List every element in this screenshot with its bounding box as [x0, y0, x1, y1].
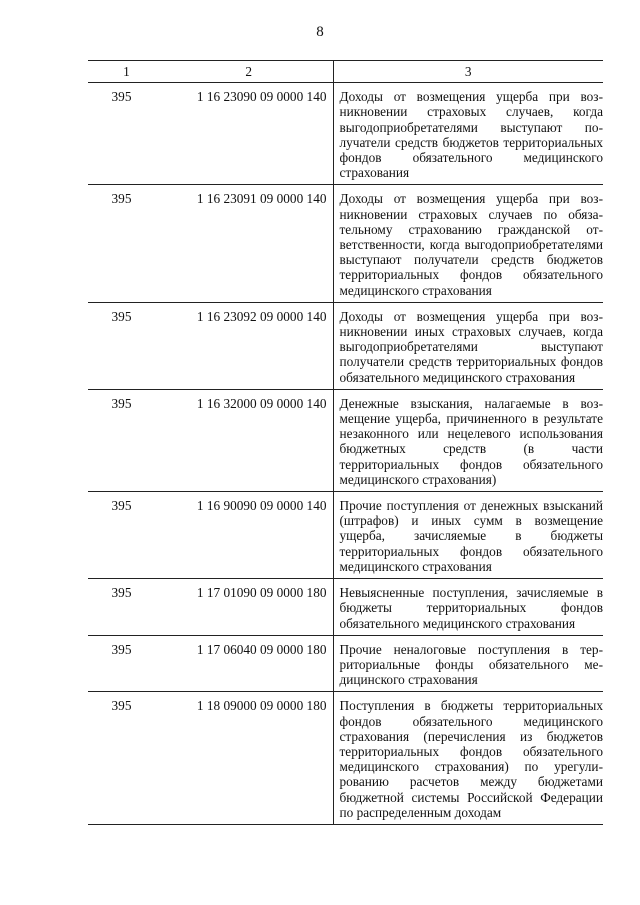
budget-code-cell: 1 18 09000 09 0000 180: [165, 692, 333, 825]
admin-code-cell: 395: [88, 302, 165, 389]
budget-code-cell: 1 16 23092 09 0000 140: [165, 302, 333, 389]
admin-code-cell: 395: [88, 492, 165, 579]
table-header-row: [88, 61, 603, 83]
table-row: [88, 492, 603, 579]
admin-code-cell: 395: [88, 83, 165, 185]
description-cell: Доходы от возмещения ущерба при возникновении страховых случаев, когда выгодоприобретателями выступают получатели средств бюджетов территориальных фондов обязательного медицинского страхования: [333, 83, 603, 185]
budget-code-cell: 1 16 32000 09 0000 140: [165, 389, 333, 491]
admin-code-cell: 395: [88, 389, 165, 491]
column-header-admin: 1: [88, 61, 165, 83]
description-cell: Прочие неналоговые поступления в территориальные фонды обязательного медицинского страхования: [333, 635, 603, 692]
budget-code-cell: 1 17 01090 09 0000 180: [165, 579, 333, 636]
table-row: [88, 389, 603, 491]
table-row: [88, 635, 603, 692]
admin-code-cell: 395: [88, 635, 165, 692]
column-header-description: 3: [333, 61, 603, 83]
column-header-code: 2: [165, 61, 333, 83]
admin-code-cell: 395: [88, 185, 165, 302]
description-cell: Поступления в бюджеты территориальных фондов обязательного медицинского страхования (перечисления из бюджетов территориальных фондов обязательного медицинского страхования) по урегулированию расчетов между бюджетами бюджетной системы Российской Федерации по распределенным доходам: [333, 692, 603, 825]
budget-code-cell: 1 16 23091 09 0000 140: [165, 185, 333, 302]
description-cell: Доходы от возмещения ущерба при возникновении иных страховых случаев, когда выгодоприобретателями выступают получатели средств территориальных фондов обязательного медицинского страхования: [333, 302, 603, 389]
table-row: [88, 579, 603, 636]
budget-code-cell: 1 16 23090 09 0000 140: [165, 83, 333, 185]
table-row: [88, 83, 603, 185]
budget-code-cell: 1 17 06040 09 0000 180: [165, 635, 333, 692]
page-number: 8: [316, 24, 324, 40]
table-row: [88, 185, 603, 302]
revenue-codes-table: [88, 60, 603, 825]
admin-code-cell: 395: [88, 692, 165, 825]
admin-code-cell: 395: [88, 579, 165, 636]
table-row: [88, 302, 603, 389]
budget-code-cell: 1 16 90090 09 0000 140: [165, 492, 333, 579]
description-cell: Прочие поступления от денежных взысканий (штрафов) и иных сумм в возмещение ущерба, зачисляемые в бюджеты территориальных фондов обязательного медицинского страхования: [333, 492, 603, 579]
description-cell: Доходы от возмещения ущерба при возникновении страховых случаев по обязательному страхованию гражданской ответственности, когда выгодоприобретателями выступают получатели средств бюджетов территориальных фондов обязательного медицинского страхования: [333, 185, 603, 302]
table-row: [88, 692, 603, 825]
description-cell: Денежные взыскания, налагаемые в возмещение ущерба, причиненного в результате незаконного или нецелевого использования бюджетных средств (в части территориальных фондов обязательного медицинского страхования): [333, 389, 603, 491]
description-cell: Невыясненные поступления, зачисляемые в бюджеты территориальных фондов обязательного медицинского страхования: [333, 579, 603, 636]
